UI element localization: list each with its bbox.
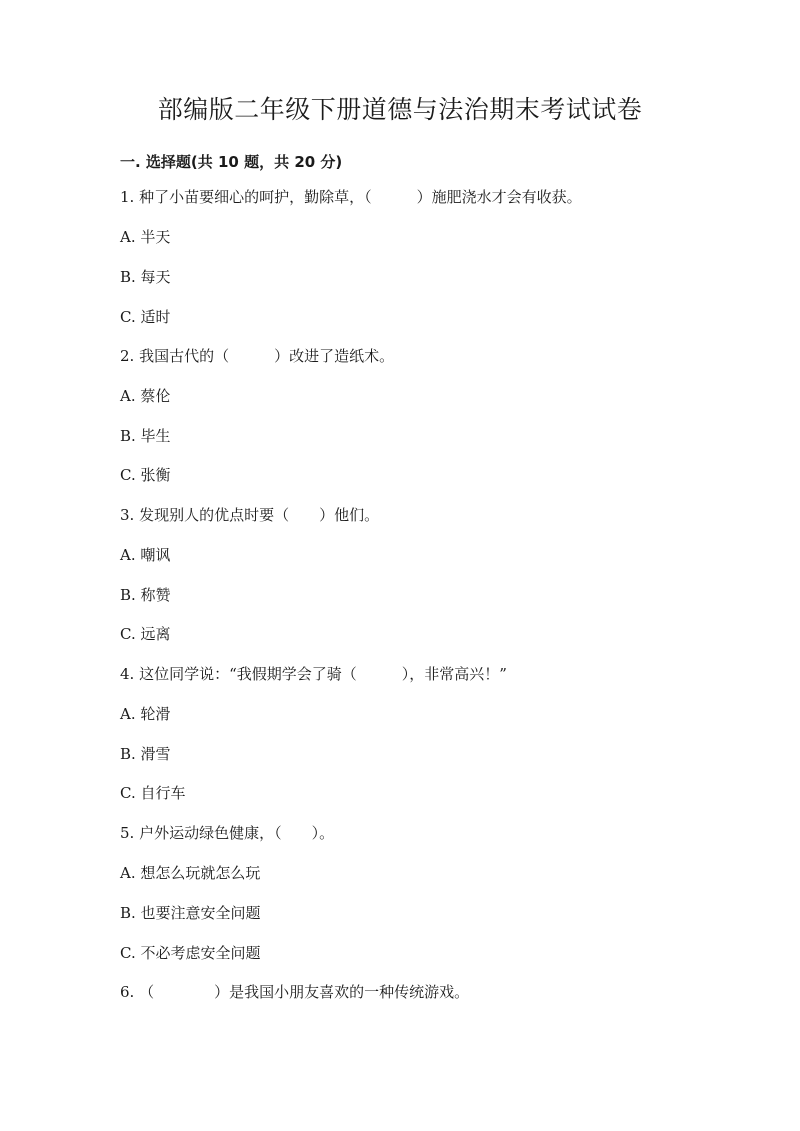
question-2-option-b: B. 毕生 <box>120 427 171 445</box>
question-5-option-a: A. 想怎么玩就怎么玩 <box>120 864 261 882</box>
question-3-option-c: C. 远离 <box>120 625 171 643</box>
question-4-stem: 4. 这位同学说：“我假期学会了骑（ ），非常高兴！” <box>120 665 507 683</box>
question-2-stem: 2. 我国古代的（ ）改进了造纸术。 <box>120 347 395 365</box>
question-4-option-a: A. 轮滑 <box>120 705 171 723</box>
question-1-stem: 1. 种了小苗要细心的呵护，勤除草，（ ）施肥浇水才会有收获。 <box>120 188 582 206</box>
question-1-option-c: C. 适时 <box>120 308 171 326</box>
question-4-option-b: B. 滑雪 <box>120 745 171 763</box>
page-title: 部编版二年级下册道德与法治期末考试试卷 <box>157 95 643 124</box>
question-4-option-c: C. 自行车 <box>120 784 186 802</box>
section-heading: 一. 选择题(共 10 题，共 20 分) <box>120 153 343 171</box>
question-1-option-b: B. 每天 <box>120 268 171 286</box>
question-3-stem: 3. 发现别人的优点时要（ ）他们。 <box>120 506 380 524</box>
question-5-option-c: C. 不必考虑安全问题 <box>120 944 261 962</box>
question-2-option-c: C. 张衡 <box>120 466 171 484</box>
question-3-option-a: A. 嘲讽 <box>120 546 171 564</box>
question-3-option-b: B. 称赞 <box>120 586 171 604</box>
question-5-option-b: B. 也要注意安全问题 <box>120 904 261 922</box>
question-5-stem: 5. 户外运动绿色健康，（ ）。 <box>120 824 335 842</box>
question-1-option-a: A. 半天 <box>120 228 171 246</box>
question-6-stem: 6. （ ）是我国小朋友喜欢的一种传统游戏。 <box>120 983 470 1001</box>
question-2-option-a: A. 蔡伦 <box>120 387 171 405</box>
